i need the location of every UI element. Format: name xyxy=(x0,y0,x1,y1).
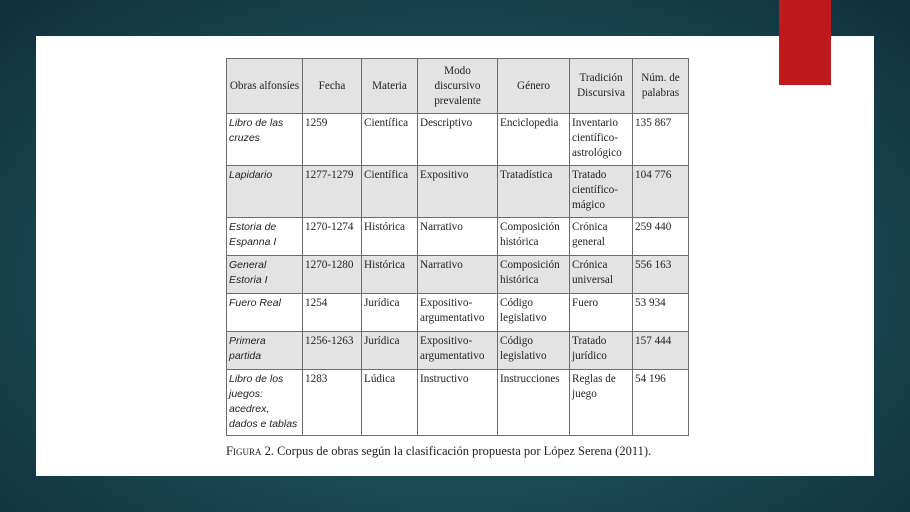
obra-cell: Lapidario xyxy=(227,166,303,218)
column-header: Obras alfonsíes xyxy=(227,59,303,114)
column-header: Materia xyxy=(362,59,418,114)
table-row xyxy=(227,166,689,218)
fecha-cell: 1283 xyxy=(303,370,362,436)
corpus-table xyxy=(226,58,689,436)
table-header-row xyxy=(227,59,689,114)
figure-caption xyxy=(226,444,696,459)
table-row xyxy=(227,294,689,332)
column-header: Núm. de palabras xyxy=(633,59,689,114)
obra-cell: Primera partida xyxy=(227,332,303,370)
genero-cell: Composición histórica xyxy=(498,256,570,294)
materia-cell: Jurídica xyxy=(362,294,418,332)
modo-cell: Expositivo-argumentativo xyxy=(418,332,498,370)
column-header: Fecha xyxy=(303,59,362,114)
materia-cell: Lúdica xyxy=(362,370,418,436)
genero-cell: Composición histórica xyxy=(498,218,570,256)
modo-cell: Instructivo xyxy=(418,370,498,436)
table-row xyxy=(227,114,689,166)
column-header: Género xyxy=(498,59,570,114)
fecha-cell: 1256-1263 xyxy=(303,332,362,370)
table-row xyxy=(227,370,689,436)
fecha-cell: 1259 xyxy=(303,114,362,166)
caption-text: Corpus de obras según la clasificación propuesta por López Serena (2011). xyxy=(273,444,652,458)
fecha-cell: 1270-1280 xyxy=(303,256,362,294)
obra-cell: Fuero Real xyxy=(227,294,303,332)
tradicion-cell: Tratado científico-mágico xyxy=(570,166,633,218)
table-row xyxy=(227,332,689,370)
materia-cell: Jurídica xyxy=(362,332,418,370)
modo-cell: Descriptivo xyxy=(418,114,498,166)
obra-cell: Estoria de Espanna I xyxy=(227,218,303,256)
tradicion-cell: Crónica universal xyxy=(570,256,633,294)
palabras-cell: 54 196 xyxy=(633,370,689,436)
fecha-cell: 1277-1279 xyxy=(303,166,362,218)
genero-cell: Código legislativo xyxy=(498,294,570,332)
tradicion-cell: Crónica general xyxy=(570,218,633,256)
genero-cell: Tratadística xyxy=(498,166,570,218)
palabras-cell: 104 776 xyxy=(633,166,689,218)
palabras-cell: 259 440 xyxy=(633,218,689,256)
palabras-cell: 556 163 xyxy=(633,256,689,294)
modo-cell: Expositivo-argumentativo xyxy=(418,294,498,332)
materia-cell: Histórica xyxy=(362,218,418,256)
materia-cell: Científica xyxy=(362,114,418,166)
table-row xyxy=(227,218,689,256)
obra-cell: Libro de las cruzes xyxy=(227,114,303,166)
tradicion-cell: Tratado jurídico xyxy=(570,332,633,370)
column-header: Tradición Discursiva xyxy=(570,59,633,114)
accent-tab xyxy=(779,0,831,85)
modo-cell: Narrativo xyxy=(418,256,498,294)
fecha-cell: 1270-1274 xyxy=(303,218,362,256)
materia-cell: Científica xyxy=(362,166,418,218)
tradicion-cell: Fuero xyxy=(570,294,633,332)
modo-cell: Expositivo xyxy=(418,166,498,218)
materia-cell: Histórica xyxy=(362,256,418,294)
palabras-cell: 53 934 xyxy=(633,294,689,332)
table-row xyxy=(227,256,689,294)
obra-cell: General Estoria I xyxy=(227,256,303,294)
fecha-cell: 1254 xyxy=(303,294,362,332)
modo-cell: Narrativo xyxy=(418,218,498,256)
column-header: Modo discursivo prevalente xyxy=(418,59,498,114)
tradicion-cell: Reglas de juego xyxy=(570,370,633,436)
palabras-cell: 135 867 xyxy=(633,114,689,166)
obra-cell: Libro de los juegos: acedrex, dados e tablas xyxy=(227,370,303,436)
figure-label: Figura 2. xyxy=(226,444,274,458)
palabras-cell: 157 444 xyxy=(633,332,689,370)
genero-cell: Enciclopedia xyxy=(498,114,570,166)
genero-cell: Código legislativo xyxy=(498,332,570,370)
tradicion-cell: Inventario científico-astrológico xyxy=(570,114,633,166)
genero-cell: Instrucciones xyxy=(498,370,570,436)
